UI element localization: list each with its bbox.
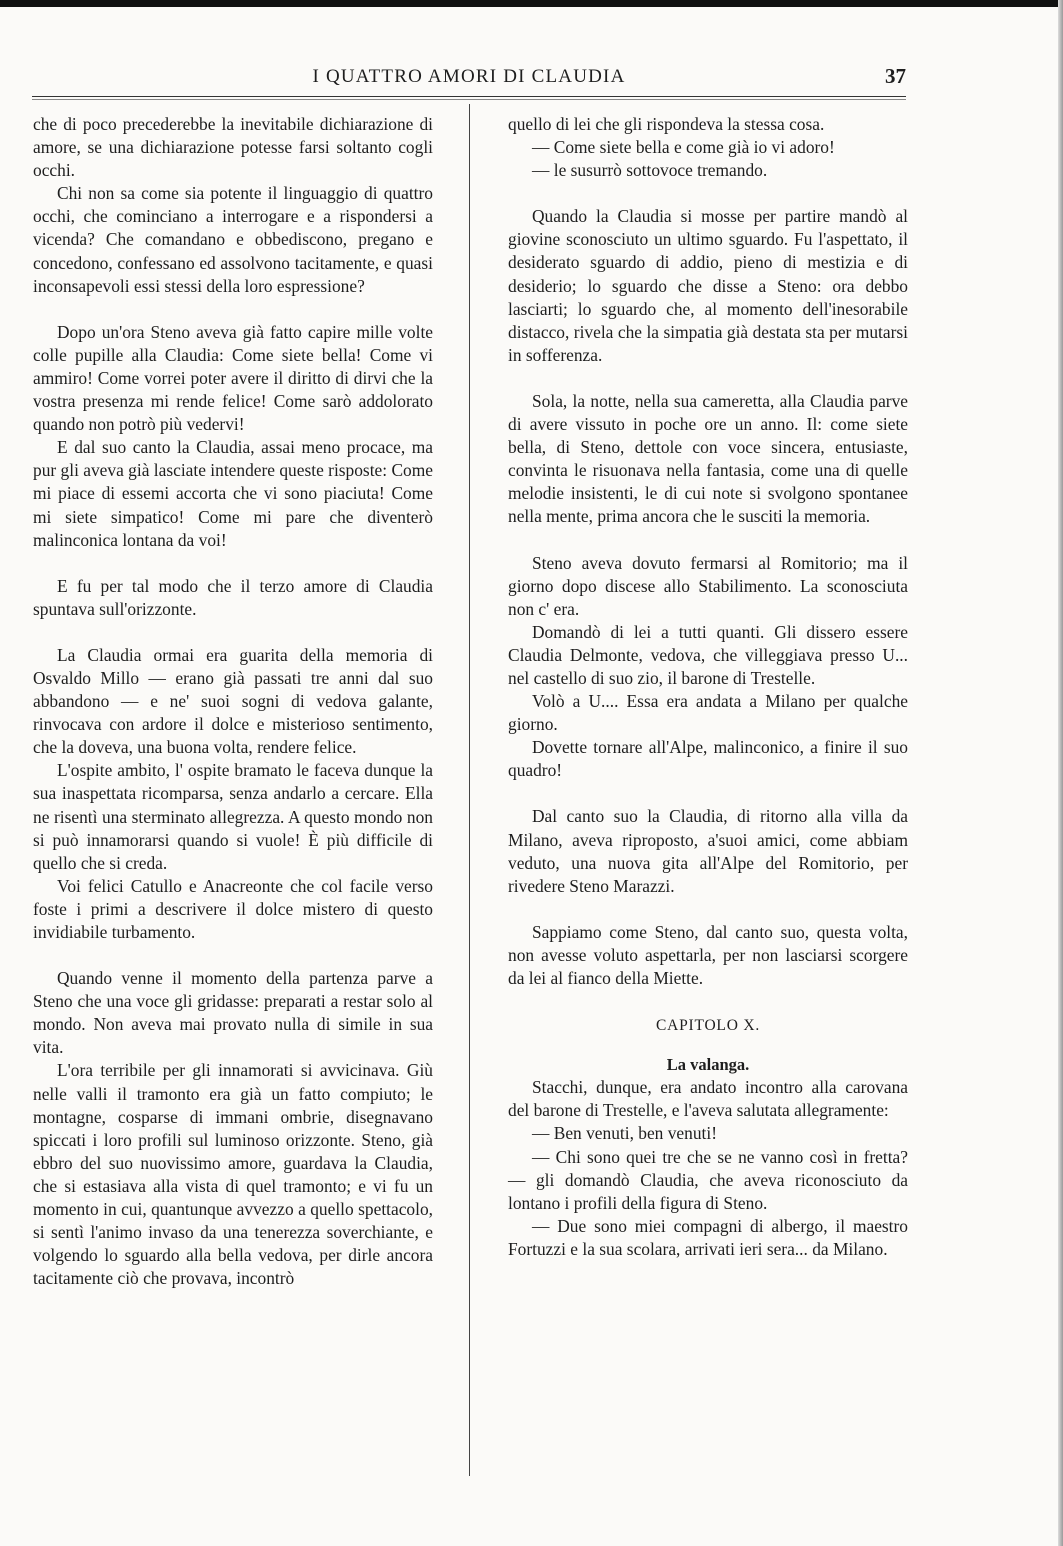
chapter-number: CAPITOLO X. xyxy=(655,1017,761,1035)
paragraph: Sappiamo come Steno, dal canto suo, questa volta, non avesse voluto aspettarla, per non lasciarsi scorgere da lei al fianco della Miette. xyxy=(508,921,908,988)
paragraph: Stacchi, dunque, era andato incontro alla carovana del barone di Trestelle, e l'aveva salutata allegramente: xyxy=(508,1077,908,1121)
paragraph: Dal canto suo la Claudia, di ritorno alla villa da Milano, aveva riproposto, a'suoi amici, come abbiam veduto, una nuova gita all'Alpe del Romitorio, per rivedere Steno Marazzi. xyxy=(508,806,908,896)
paragraph: Quando la Claudia si mosse per partire mandò al giovine sconosciuto un ultimo sguardo. Fu l'aspettato, il desiderato sguardo di addio, pieno di mestizia e di desiderio; lo sguardo che disse a Steno: ora debbo lasciarti; lo sguardo che, al momento dell'inesorabile distacco, rivela che la simpatia già destata sta per mutarsi in sofferenza. xyxy=(508,206,908,365)
right-column-bottom-text xyxy=(508,1076,908,1261)
header-rule xyxy=(32,96,906,100)
paragraph: Voi felici Catullo e Anacreonte che col facile verso foste i primi a descrivere il dolce mistero di questo invidiabile turbamento. xyxy=(33,875,433,942)
column-divider xyxy=(469,104,470,1476)
right-column xyxy=(508,113,908,1261)
running-title: I QUATTRO AMORI DI CLAUDIA xyxy=(312,66,626,87)
paragraph: L'ora terribile per gli innamorati si avvicinava. Giù nelle valli il tramonto era già un fatto compiuto; le montagne, cosparse di immani ombrie, disegnavano spiccati i loro profili sul luminoso orizzonte. Steno, già ebbro del suo nuovissimo amore, guardava la Claudia, che si estasiava alla vista di quel tramonto; e vi fu un momento in cui, quantunque avvezzo a quello spettacolo, si sentì l'animo invaso da una tenerezza soverchiante, e volgendo lo sguardo alla bella vedova, per dirle ancora tacitamente ciò che provava, incontrò xyxy=(33,1060,433,1289)
paragraph: Domandò di lei a tutti quanti. Gli dissero essere Claudia Delmonte, vedova, che villeggiava presso U... nel castello di suo zio, il barone di Trestelle. xyxy=(508,621,908,688)
right-column-top-text xyxy=(508,113,908,990)
page-number: 37 xyxy=(885,64,906,88)
paragraph: Quando venne il momento della partenza parve a Steno che una voce gli gridasse: preparati a restar solo al mondo. Non aveva mai provato nulla di simile in sua vita. xyxy=(33,968,433,1058)
chapter-title: La valanga. xyxy=(666,1055,750,1075)
paragraph: Volò a U.... Essa era andata a Milano per qualche giorno. xyxy=(508,691,908,735)
paragraph: — Due sono miei compagni di albergo, il maestro Fortuzzi e la sua scolara, arrivati ieri sera... da Milano. xyxy=(508,1215,908,1259)
paragraph: quello di lei che gli rispondeva la stessa cosa. xyxy=(508,114,825,134)
paragraph: E dal suo canto la Claudia, assai meno procace, ma pur gli aveva già lasciate intendere queste risposte: Come mi piace di essemi accorta che vi sono piaciuta! Come mi siete simpatico! Come mi pare che diventerò malinconica lontana da voi! xyxy=(33,437,433,550)
paragraph: L'ospite ambito, l' ospite bramato le faceva dunque la sua inaspettata ricomparsa, senza andarlo a cercare. Ella ne risentì una sterminato allegrezza. A questo mondo non si può innamorarsi quando si vuole! È più difficile di quello che si creda. xyxy=(33,760,433,873)
paragraph: — Ben venuti, ben venuti! xyxy=(532,1123,717,1144)
paragraph: La Claudia ormai era guarita della memoria di Osvaldo Millo — erano già passati tre anni dal suo abbandono — e ne' suoi sogni di vedova galante, rinvocava con ardore il dolce e misterioso sentimento, che la doveva, una buona volta, rendere felice. xyxy=(33,644,433,758)
paragraph: Dopo un'ora Steno aveva già fatto capire mille volte colle pupille alla Claudia: Come siete bella! Come vi ammiro! Come vorrei poter avere il diritto di dirvi che la vostra presenza mi rende felice! Come sarò addolorato quando non potrò più vedervi! xyxy=(33,321,433,435)
paragraph: Sola, la notte, nella sua cameretta, alla Claudia parve di avere vissuto in poche ore un anno. Il: come siete bella, di Steno, dettole con voce sincera, entusiaste, convinta le risuonava nella fantasia, come una di quelle melodie insistenti, le di cui note si svolgono spontanee nella mente, prima ancora che le susciti la memoria. xyxy=(508,390,908,527)
paragraph: Steno aveva dovuto fermarsi al Romitorio; ma il giorno dopo discese allo Stabilimento. La sconosciuta non c' era. xyxy=(508,552,908,619)
paragraph: Chi non sa come sia potente il linguaggio di quattro occhi, che cominciano a interrogare e a rispondersi a vicenda? Che comandano e obbediscono, pregano e concedono, confessano ed assolvono tacitamente, e quasi inconsapevoli essi stessi della loro espressione? xyxy=(33,183,433,296)
paragraph: — Come siete bella e come già io vi adoro! xyxy=(532,137,835,158)
running-header xyxy=(32,66,906,92)
page-top-edge xyxy=(0,0,1063,7)
paragraph: che di poco precederebbe la inevitabile dichiarazione di amore, se una dichiarazione potesse farsi soltanto cogli occhi. xyxy=(33,114,433,181)
page-right-edge xyxy=(1058,0,1063,1546)
paragraph: Dovette tornare all'Alpe, malinconico, a finire il suo quadro! xyxy=(508,737,908,781)
paragraph: E fu per tal modo che il terzo amore di Claudia spuntava sull'orizzonte. xyxy=(33,575,433,619)
paragraph: — Chi sono quei tre che se ne vanno così in fretta? — gli domandò Claudia, che aveva riconosciuto da lontano i profili della figura di Steno. xyxy=(508,1146,908,1213)
left-column xyxy=(33,113,433,1290)
paragraph: — le susurrò sottovoce tremando. xyxy=(532,160,768,181)
